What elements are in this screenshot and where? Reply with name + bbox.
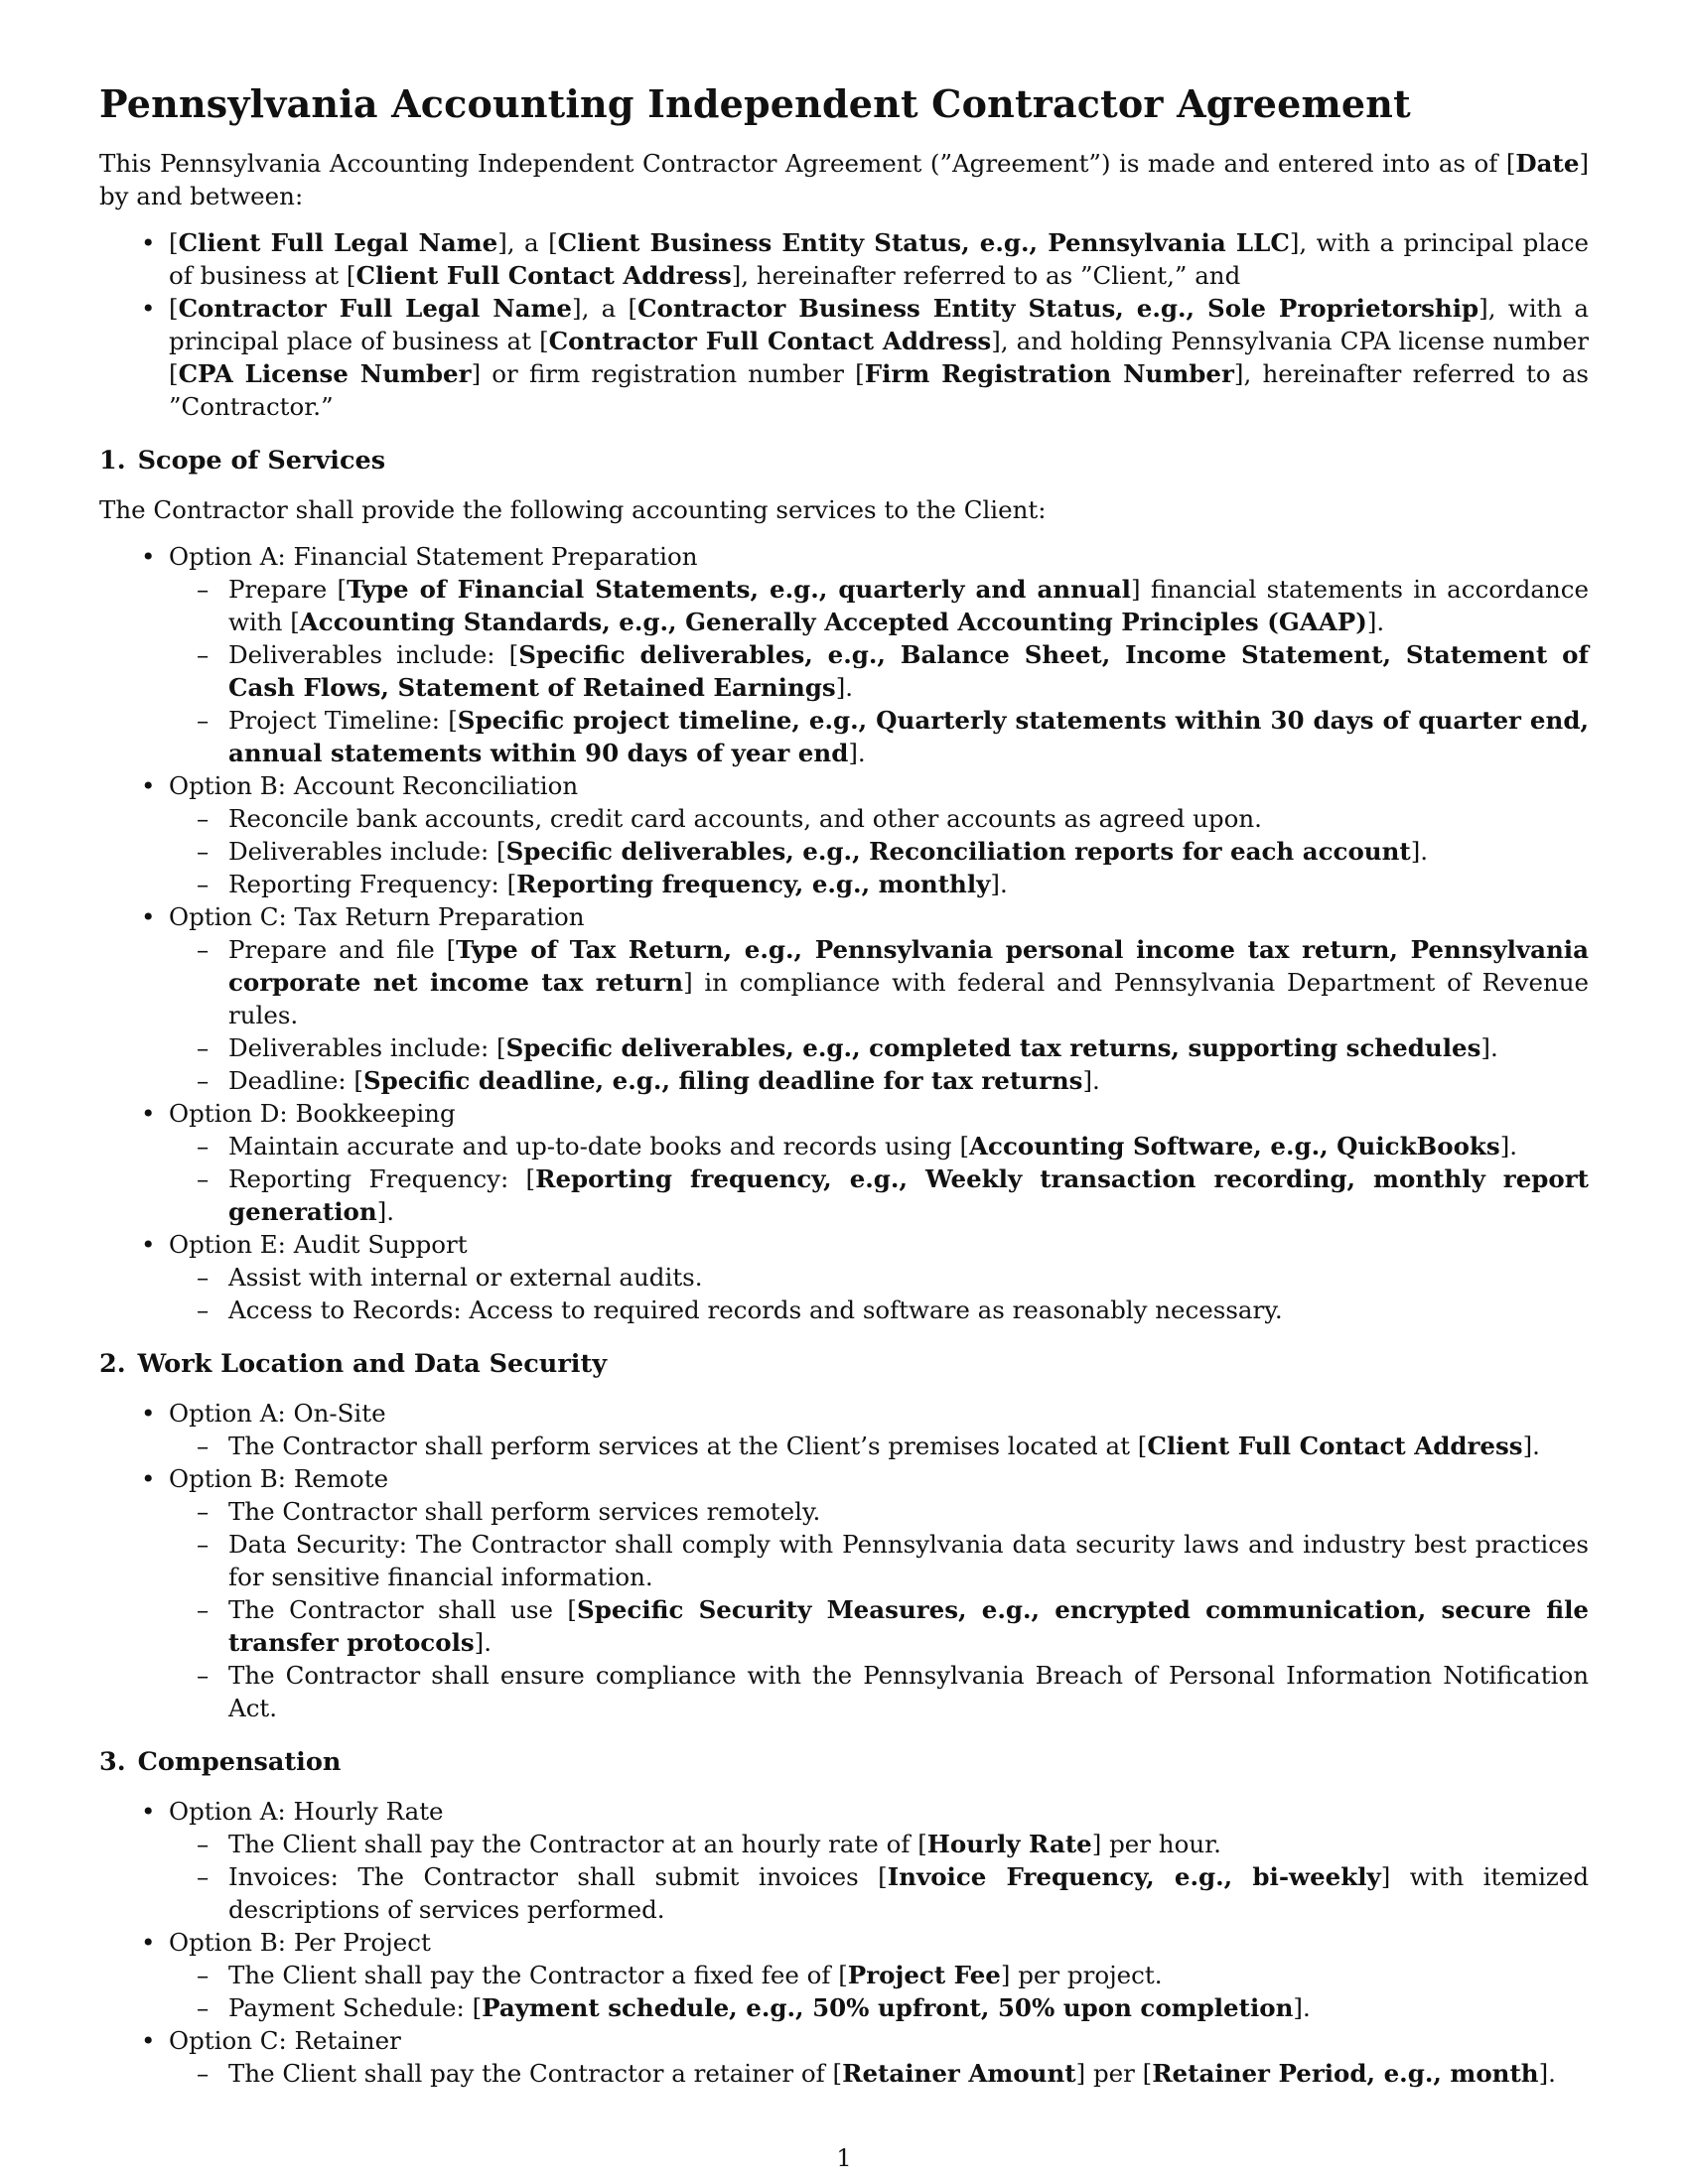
- list-item: – The Client shall pay the Contractor at an hourly rate of [Hourly Rate] per hour.: [228, 1828, 1589, 1860]
- list-item: – Access to Records: Access to required records and software as reasonably necessary.: [228, 1294, 1589, 1326]
- section-intro-scope: The Contractor shall provide the following accounting services to the Client:: [99, 495, 1047, 524]
- list-item: • Option B: Per Project – The Client shall pay the Contractor a fixed fee of [Project Fee] per project. – Payment Schedule: [Payment schedule, e.g., 50% upfront, 50% upon completion].: [169, 1926, 1589, 2024]
- page-number: 1: [836, 2144, 852, 2172]
- party-client: • [Client Full Legal Name], a [Client Business Entity Status, e.g., Pennsylvania LLC], with a principal place of business at [Client Full Contact Address], hereinafter referred to as ”Client,” and: [169, 226, 1589, 292]
- list-item: – Prepare [Type of Financial Statements, e.g., quarterly and annual] financial statements in accordance with [Accounting Standards, e.g., Generally Accepted Accounting Principles (GAAP)].: [228, 573, 1589, 638]
- list-item: – Invoices: The Contractor shall submit invoices [Invoice Frequency, e.g., bi-weekly] with itemized descriptions of services performed.: [228, 1860, 1589, 1926]
- list-item: • Option A: Financial Statement Preparation – Prepare [Type of Financial Statements, e.g., quarterly and annual] financial statements in accordance with [Accounting Standards, e.g., Generally Accepted Accounting Principles (GAAP)]. – Deliverables include: [Specific deliverables, e.g., Balance Sheet, Income Statement, Statement of Cash Flows, Statement of Retained Earnings]. – Project Timeline: [Specific project timeline, e.g., Quarterly statements within 30 days of quarter end, annual statements within 90 days of year end].: [169, 540, 1589, 769]
- list-item: – The Contractor shall perform services at the Client’s premises located at [Client Full Contact Address].: [228, 1430, 1589, 1462]
- list-item: – The Contractor shall ensure compliance with the Pennsylvania Breach of Personal Information Notification Act.: [228, 1659, 1589, 1724]
- list-item: • Option C: Retainer – The Client shall pay the Contractor a retainer of [Retainer Amount] per [Retainer Period, e.g., month].: [169, 2024, 1589, 2090]
- list-item: – Deliverables include: [Specific deliverables, e.g., Balance Sheet, Income Statement, Statement of Cash Flows, Statement of Retained Earnings].: [228, 638, 1589, 704]
- section-heading-compensation: 3. Compensation: [99, 1747, 342, 1777]
- list-item: • Option B: Account Reconciliation – Reconcile bank accounts, credit card accounts, and other accounts as agreed upon. – Deliverables include: [Specific deliverables, e.g., Reconciliation reports for each account]. – Reporting Frequency: [Reporting frequency, e.g., monthly].: [169, 769, 1589, 900]
- document-page: [99, 81, 1589, 2090]
- list-item: • Option A: On-Site – The Contractor shall perform services at the Client’s premises located at [Client Full Contact Address].: [169, 1397, 1589, 1462]
- list-item: – Assist with internal or external audits.: [228, 1261, 1589, 1294]
- list-item: – Deliverables include: [Specific deliverables, e.g., Reconciliation reports for each account].: [228, 835, 1589, 868]
- list-item: – The Client shall pay the Contractor a fixed fee of [Project Fee] per project.: [228, 1959, 1589, 1991]
- list-item: – The Contractor shall use [Specific Security Measures, e.g., encrypted communication, secure file transfer protocols].: [228, 1593, 1589, 1659]
- parties-list: [99, 226, 1589, 423]
- list-item: – Deadline: [Specific deadline, e.g., filing deadline for tax returns].: [228, 1064, 1589, 1097]
- list-item: – Payment Schedule: [Payment schedule, e.g., 50% upfront, 50% upon completion].: [228, 1991, 1589, 2024]
- list-item: • Option A: Hourly Rate – The Client shall pay the Contractor at an hourly rate of [Hourly Rate] per hour. – Invoices: The Contractor shall submit invoices [Invoice Frequency, e.g., bi-weekly] with itemized descriptions of services performed.: [169, 1795, 1589, 1926]
- section-heading-work-location: 2. Work Location and Data Security: [99, 1349, 608, 1379]
- section-heading-scope: 1. Scope of Services: [99, 446, 386, 476]
- list-item: – Prepare and file [Type of Tax Return, e.g., Pennsylvania personal income tax return, Pennsylvania corporate net income tax return] in compliance with federal and Pennsylvania Department of Revenue rules.: [228, 933, 1589, 1031]
- list-item: – Project Timeline: [Specific project timeline, e.g., Quarterly statements within 30 days of quarter end, annual statements within 90 days of year end].: [228, 704, 1589, 769]
- list-item: – Maintain accurate and up-to-date books and records using [Accounting Software, e.g., QuickBooks].: [228, 1130, 1589, 1162]
- document-title: Pennsylvania Accounting Independent Contractor Agreement: [99, 81, 1411, 126]
- list-item: • Option B: Remote – The Contractor shall perform services remotely. – Data Security: The Contractor shall comply with Pennsylvania data security laws and industry best practices for sensitive financial information. – The Contractor shall use [Specific Security Measures, e.g., encrypted communication, secure file transfer protocols]. – The Contractor shall ensure compliance with the Pennsylvania Breach of Personal Information Notification Act.: [169, 1462, 1589, 1724]
- list-item: – Reconcile bank accounts, credit card accounts, and other accounts as agreed upon.: [228, 802, 1589, 835]
- date-placeholder: Date: [1515, 149, 1580, 178]
- list-item: – Reporting Frequency: [Reporting frequency, e.g., Weekly transaction recording, monthly report generation].: [228, 1162, 1589, 1228]
- list-item: – The Contractor shall perform services remotely.: [228, 1495, 1589, 1528]
- list-item: • Option C: Tax Return Preparation – Prepare and file [Type of Tax Return, e.g., Pennsylvania personal income tax return, Pennsylvania corporate net income tax return] in compliance with federal and Pennsylvania Department of Revenue rules. – Deliverables include: [Specific deliverables, e.g., completed tax returns, supporting schedules]. – Deadline: [Specific deadline, e.g., filing deadline for tax returns].: [169, 900, 1589, 1097]
- compensation-options-list: [99, 1795, 1589, 2090]
- list-item: • Option E: Audit Support – Assist with internal or external audits. – Access to Records: Access to required records and software as reasonably necessary.: [169, 1228, 1589, 1326]
- intro-paragraph: This Pennsylvania Accounting Independent Contractor Agreement (”Agreement”) is made and entered into as of [Date] by and between:: [99, 149, 1589, 210]
- list-item: – Reporting Frequency: [Reporting frequency, e.g., monthly].: [228, 868, 1589, 900]
- work-location-options-list: [99, 1397, 1589, 1724]
- list-item: – The Client shall pay the Contractor a retainer of [Retainer Amount] per [Retainer Period, e.g., month].: [228, 2057, 1589, 2090]
- list-item: – Data Security: The Contractor shall comply with Pennsylvania data security laws and industry best practices for sensitive financial information.: [228, 1528, 1589, 1593]
- list-item: • Option D: Bookkeeping – Maintain accurate and up-to-date books and records using [Accounting Software, e.g., QuickBooks]. – Reporting Frequency: [Reporting frequency, e.g., Weekly transaction recording, monthly report generation].: [169, 1097, 1589, 1228]
- list-item: – Deliverables include: [Specific deliverables, e.g., completed tax returns, supporting schedules].: [228, 1031, 1589, 1064]
- scope-options-list: [99, 540, 1589, 1326]
- party-contractor: • [Contractor Full Legal Name], a [Contractor Business Entity Status, e.g., Sole Proprietorship], with a principal place of business at [Contractor Full Contact Address], and holding Pennsylvania CPA license number [CPA License Number] or firm registration number [Firm Registration Number], hereinafter referred to as ”Contractor.”: [169, 292, 1589, 423]
